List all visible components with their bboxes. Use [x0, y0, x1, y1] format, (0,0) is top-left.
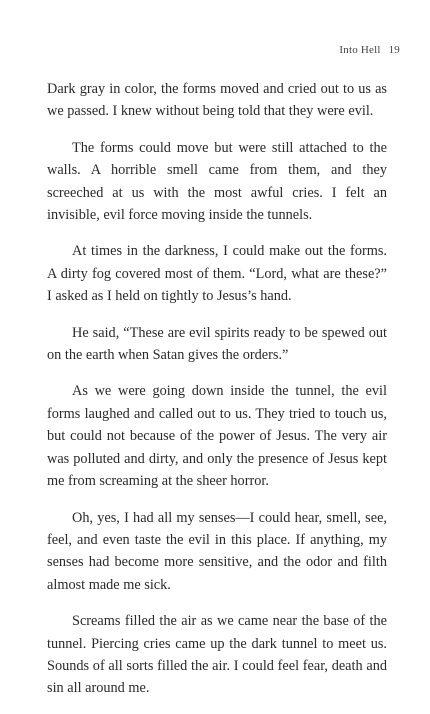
paragraph: Screams filled the air as we came near the base of the tunnel. Piercing cries came up the dark tunnel to meet us. Sounds of all sorts filled the air. I could feel fear, death and sin all around me.	[47, 613, 387, 697]
running-header	[339, 44, 400, 56]
page-number: 19	[388, 44, 400, 56]
paragraph: At times in the darkness, I could make out the forms. A dirty fog covered most of them. “Lord, what are these?” I asked as I held on tightly to Jesus’s hand.	[47, 243, 387, 305]
body-text	[47, 78, 387, 714]
paragraph: Oh, yes, I had all my senses—I could hear, smell, see, feel, and even taste the evil in this place. If anything, my senses had become more sensitive, and the odor and filth almost made me sick.	[47, 509, 387, 593]
chapter-title: Into Hell	[339, 44, 381, 56]
paragraph: As we were going down inside the tunnel, the evil forms laughed and called out to us. They tried to touch us, but could not because of the power of Jesus. The very air was polluted and dirty, and only the presence of Jesus kept me from screaming at the sheer horror.	[47, 383, 387, 490]
paragraph: The forms could move but were still attached to the walls. A horrible smell came from them, and they screeched at us with the most awful cries. I felt an invisible, evil force moving inside the tunnels.	[47, 139, 387, 224]
paragraph: Dark gray in color, the forms moved and cried out to us as we passed. I knew without being told that they were evil.	[47, 81, 387, 120]
paragraph: He said, “These are evil spirits ready to be spewed out on the earth when Satan gives the orders.”	[47, 324, 387, 364]
